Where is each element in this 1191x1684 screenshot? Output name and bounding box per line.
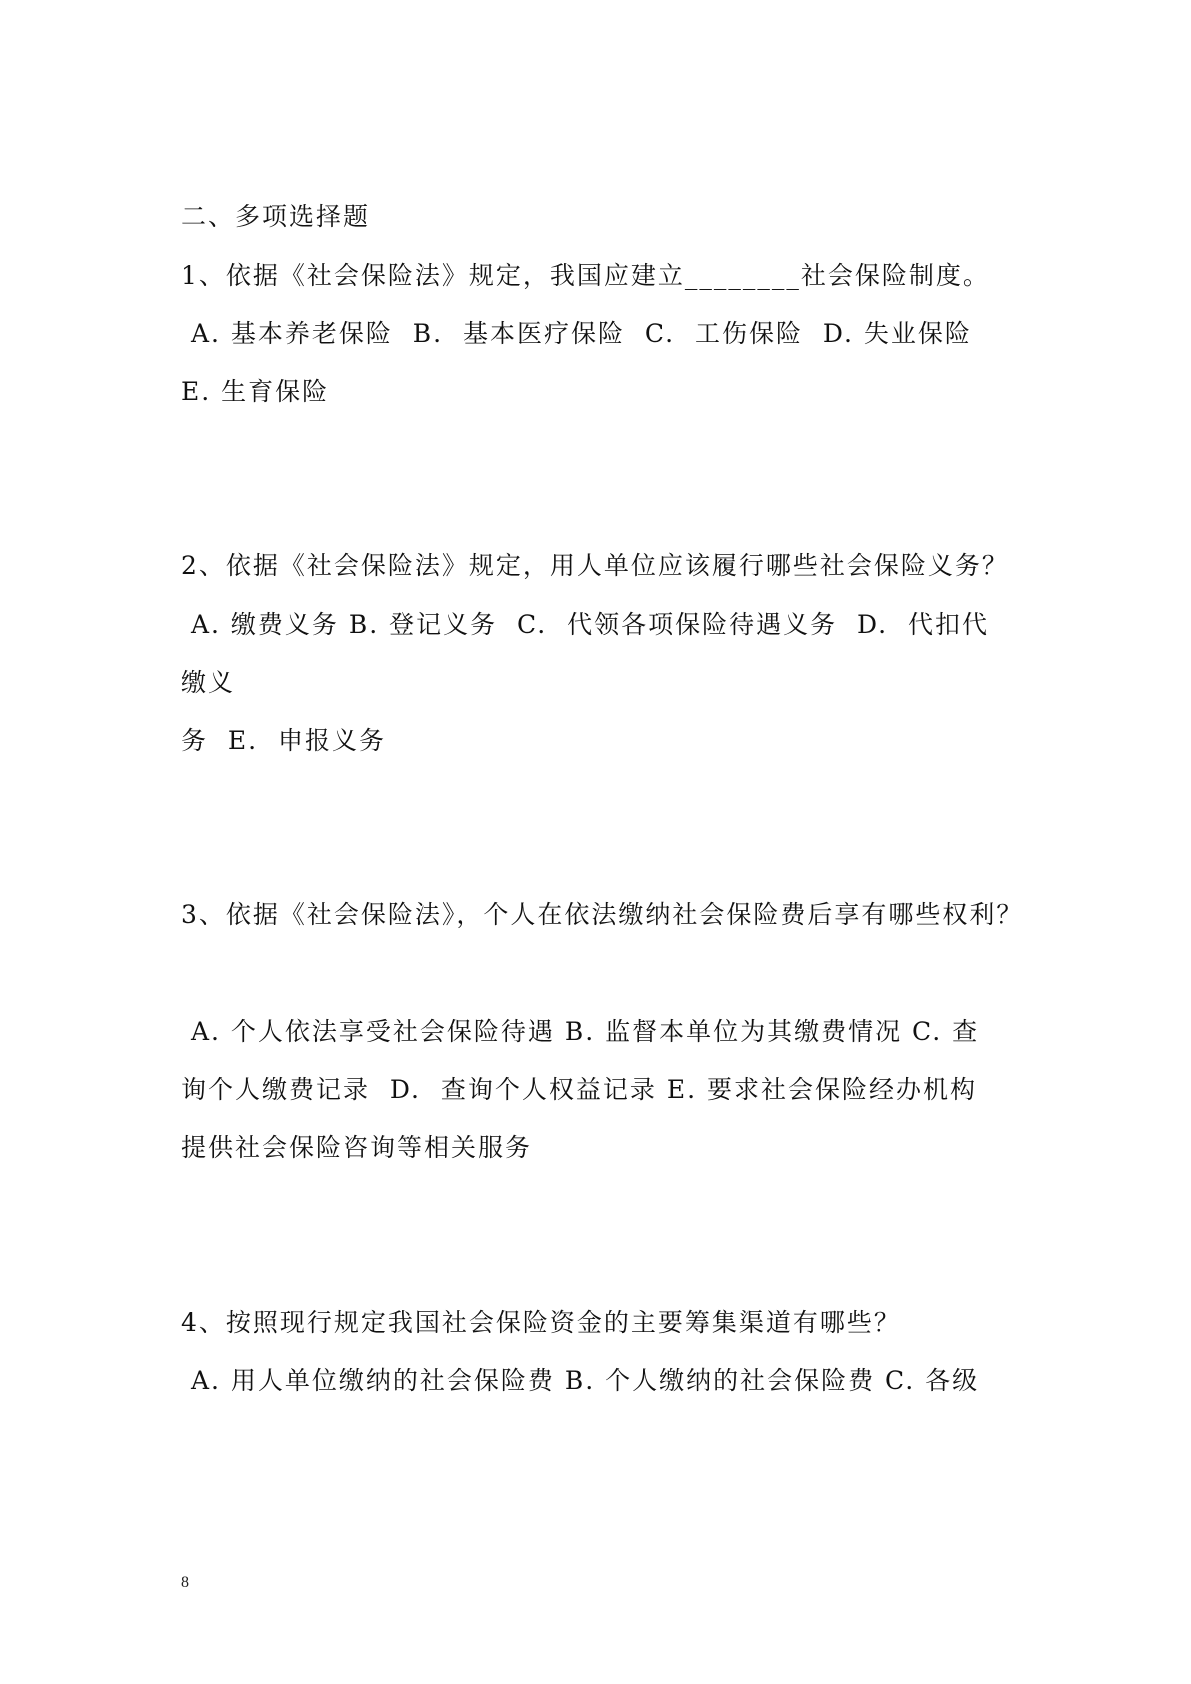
question-3-options-line-3: 提供社会保险咨询等相关服务 (181, 1133, 533, 1162)
question-3-options-line-2: 询个人缴费记录 D. 查询个人权益记录 E. 要求社会保险经办机构 (181, 1075, 977, 1104)
question-3-stem: 3、依据《社会保险法》，个人在依法缴纳社会保险费后享有哪些权利？ (181, 900, 1024, 929)
question-1-options-line-1: A. 基本养老保险 B. 基本医疗保险 C. 工伤保险 D. 失业保险 (181, 319, 972, 348)
question-4-options-line-1: A. 用人单位缴纳的社会保险费 B. 个人缴纳的社会保险费 C. 各级 (181, 1366, 980, 1395)
page-number: 8 (181, 1574, 189, 1591)
section-title: 二、多项选择题 (181, 202, 371, 231)
question-1-options-line-2: E. 生育保险 (181, 377, 330, 406)
question-2-options-line-1: A. 缴费义务 B. 登记义务 C. 代领各项保险待遇义务 D. 代扣代 (181, 610, 989, 639)
question-4-stem: 4、按照现行规定我国社会保险资金的主要筹集渠道有哪些？ (181, 1308, 901, 1337)
question-2-options-line-3: 务 E. 申报义务 (181, 726, 386, 755)
question-3-options-line-1: A. 个人依法享受社会保险待遇 B. 监督本单位为其缴费情况 C. 查 (181, 1017, 980, 1046)
question-1-stem: 1、依据《社会保险法》规定，我国应建立________社会保险制度。 (181, 261, 990, 290)
question-2-stem: 2、依据《社会保险法》规定，用人单位应该履行哪些社会保险义务？ (181, 551, 1009, 580)
question-2-options-line-2: 缴义 (181, 668, 236, 697)
